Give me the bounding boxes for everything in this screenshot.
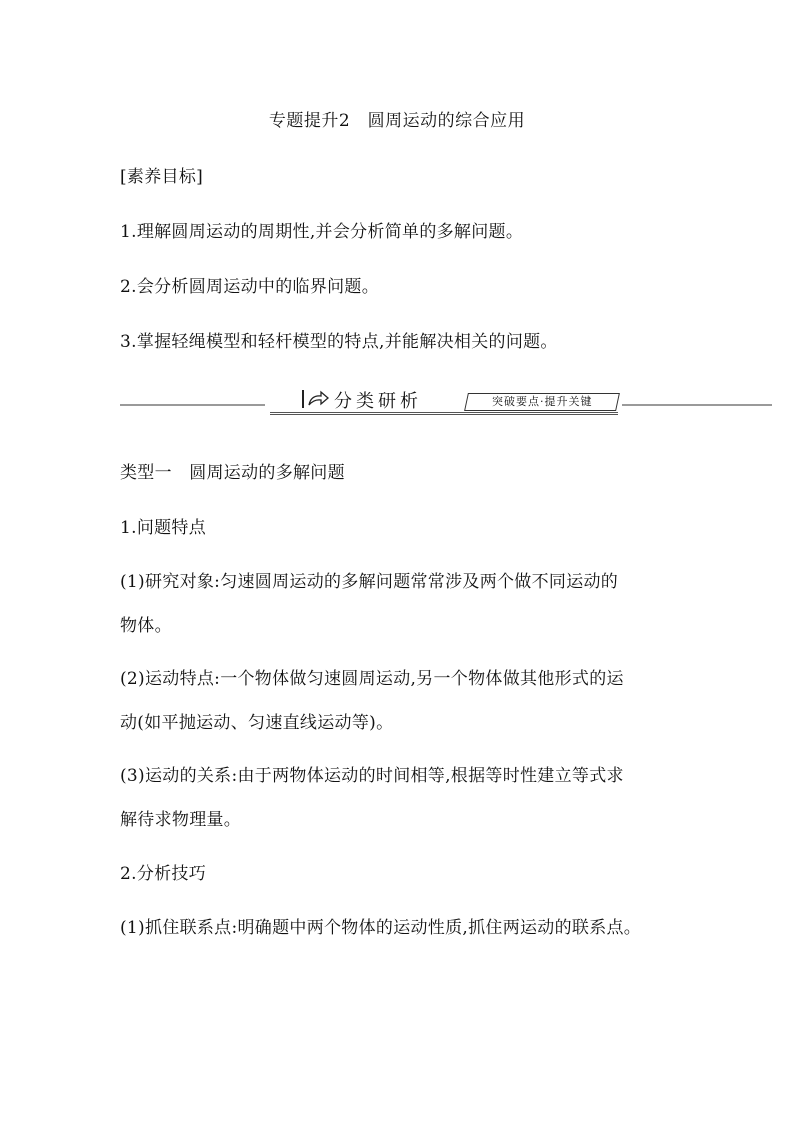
paragraph-2-line-1: (2)运动特点:一个物体做匀速圆周运动,另一个物体做其他形式的运 (120, 669, 624, 689)
paragraph-4-line-1: (1)抓住联系点:明确题中两个物体的运动性质,抓住两运动的联系点。 (120, 918, 642, 938)
paragraph-1-line-2: 物体。 (120, 616, 172, 636)
subheading-1: 1.问题特点 (120, 518, 207, 538)
arrow-icon (307, 389, 329, 409)
banner-heading: 分类研析 (334, 391, 422, 412)
banner-box (270, 386, 618, 415)
paragraph-3-line-2: 解待求物理量。 (120, 810, 242, 830)
banner-tag (464, 393, 620, 411)
banner-tag-text: 突破要点·提升关键 (491, 395, 593, 408)
goal-item-2: 2.会分析圆周运动中的临界问题。 (120, 277, 380, 297)
section-heading: 类型一 圆周运动的多解问题 (120, 463, 345, 483)
paragraph-1-line-1: (1)研究对象:匀速圆周运动的多解问题常常涉及两个做不同运动的 (120, 572, 619, 592)
goals-heading: [素养目标] (120, 167, 204, 187)
goal-item-3: 3.掌握轻绳模型和轻杆模型的特点,并能解决相关的问题。 (120, 332, 558, 352)
page-title: 专题提升2 圆周运动的综合应用 (268, 111, 526, 131)
paragraph-3-line-1: (3)运动的关系:由于两物体运动的时间相等,根据等时性建立等式求 (120, 766, 624, 786)
paragraph-2-line-2: 动(如平抛运动、匀速直线运动等)。 (120, 713, 394, 733)
section-banner (120, 386, 772, 422)
banner-bar (302, 390, 304, 408)
goal-item-1: 1.理解圆周运动的周期性,并会分析简单的多解问题。 (120, 222, 524, 242)
banner-rule-right (622, 404, 772, 406)
banner-rule-left (120, 404, 265, 406)
subheading-2: 2.分析技巧 (120, 864, 207, 884)
